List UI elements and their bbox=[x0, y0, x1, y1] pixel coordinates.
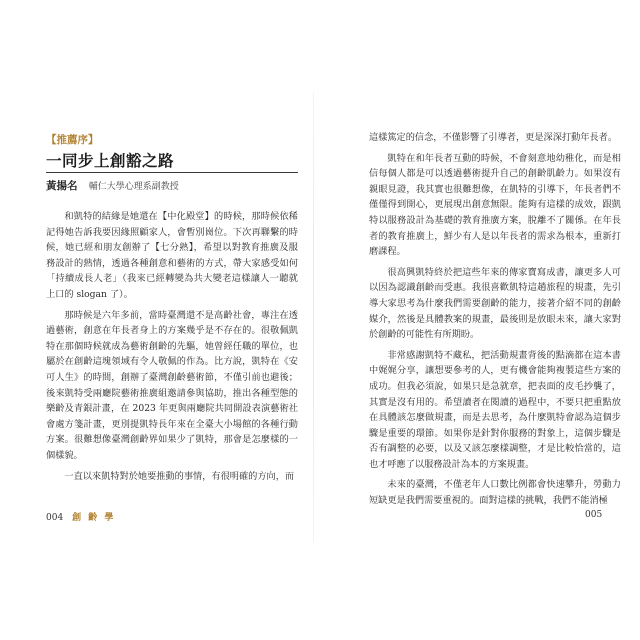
paragraph: 和凱特的結緣是她還在【中化殿堂】的時候，那時候依稀記得她告訴我要因緣照顧家人，會暫別崗位。下次再聯繫的時候，她已經和朋友創辦了【七分熟】，希望以對教育推廣及服務設計的熱情，透過各種創意和藝術的方式，帶大家感受如何「持續成長人老」（我來已經轉變為共大變老這樣讓人一聽就上口的 slogan 了）。 bbox=[46, 211, 298, 300]
author-affiliation: 輔仁大學心理系副教授 bbox=[88, 182, 179, 192]
left-body-text bbox=[46, 209, 298, 489]
paragraph: 很高興凱特終於把這些年來的傳家寶寫成書，讓更多人可以因為認識創齡而受惠。我很喜歡凱特這趟旅程的規畫，先引導大家思考為什麼我們需要創齡的能力，接著介紹不同的創齡媒介，然後是具體教案的規畫，最後則是放眼未來，讓大家對於創齡的可能性有所期盼。 bbox=[369, 266, 621, 341]
book-gutter bbox=[313, 92, 314, 542]
right-folio bbox=[585, 510, 602, 520]
page-title: 一同步上創豁之路 bbox=[46, 151, 175, 170]
page-number: 005 bbox=[585, 510, 603, 520]
paragraph: 這樣篤定的信念，不僅影響了引導者，更是深深打動年長者。 bbox=[369, 132, 618, 143]
paragraph: 那時候是六年多前，當時臺灣還不是高齡社會，專注在透過藝術，創意在年長者身上的方案幾乎是不存在的。很敬佩凱特在那個時候就成為藝術創齡的先驅，她曾經任職的單位，也屬於在創齡這塊領域有令人敬佩的作為。比方說，凱特在《安可人生》的時間，創辦了臺灣創齡藝術節，不僅引前也避後；後來凱特受兩廳院藝術推廣組邀請參與協助，推出各種型態的樂齡及青銀計畫，在 2023 年更與兩廳院共同開設表演藝術社會處方箋計畫，更別提凱特長年來在全臺大小場館的各種行動方案。很難想像臺灣創齡界如果少了凱特，那會是怎麼樣的一個樣貌。 bbox=[46, 309, 298, 461]
left-page bbox=[14, 92, 307, 542]
paragraph: 未來的臺灣，不僅老年人口數比例都會快速攀升，勞動力短缺更是我們需要重視的。面對這樣的挑戰，我們不能消極 bbox=[369, 479, 621, 507]
paragraph: 非常感謝凱特不藏私，把活動規畫背後的點滴都在這本書中娓娓分享，讓想要參考的人，更有機會能夠複製這些方案的成功。但我必須說，如果只是急就章，把表面的皮毛抄襲了，其實是沒有用的。希望讀者在閱讀的過程中，不要只把重點放在具體該怎麼做規畫，而是去思考，為什麼凱特會認為這個步驟是重要的環節。如果你是針對你服務的對象上，這個步驟是否有調整的必要，以及又該怎麼樣調整，才是比較恰當的，這也才呼應了以服務設計為本的方案規畫。 bbox=[369, 349, 621, 470]
left-folio bbox=[46, 510, 115, 523]
foreword-label: 【推薦序】 bbox=[46, 134, 99, 146]
running-head: 創 齡 學 bbox=[72, 513, 116, 523]
title-divider bbox=[46, 172, 298, 173]
author-line bbox=[46, 178, 179, 193]
paragraph: 一直以來凱特對於她要推動的事情，有很明確的方向，而 bbox=[64, 470, 295, 482]
page-number: 004 bbox=[46, 513, 64, 523]
author-name: 黃揚名 bbox=[46, 180, 78, 192]
right-body-text bbox=[369, 130, 621, 514]
right-page bbox=[321, 92, 621, 542]
paragraph: 凱特在和年長者互動的時候，不會刻意地幼稚化，而是相信每個人都是可以透過藝術提升自己的創齡肌齡力。如果沒有親眼見證，我其實也很難想像，在凱特的引導下，年長者們不僅僅得到開心，更展現出創意無限。能夠有這樣的成效，跟凱特以服務設計為基礎的教育推廣方案，脫離不了關係。在年長者的教育推廣上，鮮少有人是以年長者的需求為根本，重新打磨課程。 bbox=[369, 152, 621, 258]
